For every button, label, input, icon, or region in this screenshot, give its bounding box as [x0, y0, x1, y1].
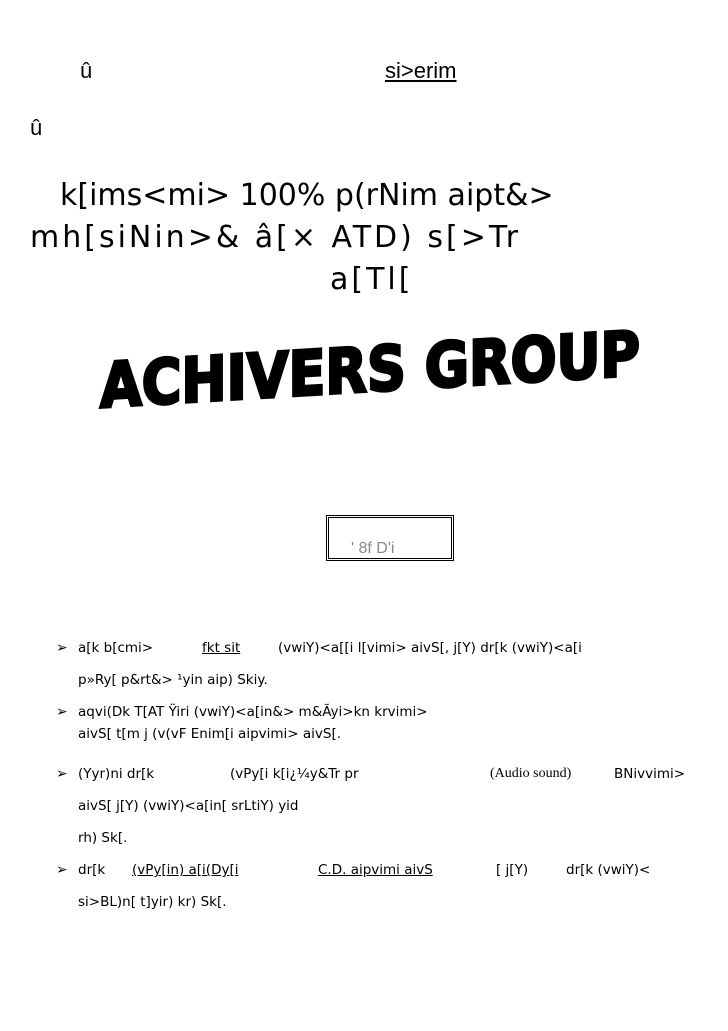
- arrow-bullet-icon: ➢: [56, 704, 68, 720]
- bullet-2: [56, 704, 68, 720]
- bullet-3-line-2: aivS[ j[Y) (vwiY)<a[in[ srLtiY) yid: [78, 798, 299, 814]
- achivers-group-banner: [90, 312, 720, 423]
- header-glyph: û: [80, 58, 93, 83]
- bullet-2-line-1: aqvi(Dk T[AT Ÿiri (vwiY)<a[in&> m&Ãyi>kn krvimi>: [78, 704, 428, 720]
- bullet-4-line-1-b: (vPy[in) a[i(Dy[i: [132, 862, 239, 878]
- bullet-1-line-1-c: (vwiY)<a[[i l[vimi> aivS[, j[Y) dr[k (vwiY)<a[i: [278, 640, 582, 656]
- bullet-1-line-2: p»Ry[ p&rt&> ¹yin aip) Skiy.: [78, 672, 268, 688]
- bullet-4-line-2: si>BL)n[ t]yir) kr) Sk[.: [78, 894, 227, 910]
- bullet-4-line-1-d: [ j[Y): [496, 862, 529, 878]
- bullet-3-line-1-a: (Yyr)ni dr[k: [78, 766, 155, 782]
- left-glyph: û: [30, 115, 43, 140]
- bullet-3-line-1-d: BNivvimi>: [614, 766, 686, 782]
- text-box: [326, 515, 454, 561]
- bullet-3-line-3: rh) Sk[.: [78, 830, 128, 846]
- bullet-1: [56, 640, 68, 656]
- text-box-label: ' 8f D'i: [351, 540, 395, 557]
- bullet-4: [56, 862, 68, 878]
- heading-line-2: mh[siNin>& â[× ATD) s[>Tr: [30, 220, 522, 255]
- bullet-1-line-1-a: a[k b[cmi>: [78, 640, 154, 656]
- arrow-bullet-icon: ➢: [56, 766, 68, 782]
- heading-line-1: k[ims<mi> 100% p(rNim aipt&>: [60, 178, 554, 213]
- banner-text: ACHIVERS GROUP: [99, 312, 720, 423]
- heading-line-3: a[Tl[: [330, 262, 414, 297]
- bullet-2-line-2: aivS[ t[m j (v(vF Enim[i aipvimi> aivS[.: [78, 726, 342, 742]
- bullet-1-line-1-b: fkt sit: [202, 640, 241, 656]
- signature-text: si>erim: [385, 58, 457, 83]
- bullet-4-line-1-a: dr[k: [78, 862, 106, 878]
- bullet-3-line-1-b: (vPy[i k[i¿¼y&Tr pr: [230, 766, 359, 782]
- bullet-3: [56, 766, 68, 782]
- bullet-4-line-1-c: C.D. aipvimi aivS: [318, 862, 433, 878]
- bullet-4-line-1-e: dr[k (vwiY)<: [566, 862, 651, 878]
- bullet-3-line-1-c: (Audio sound): [490, 766, 572, 781]
- arrow-bullet-icon: ➢: [56, 862, 68, 878]
- arrow-bullet-icon: ➢: [56, 640, 68, 656]
